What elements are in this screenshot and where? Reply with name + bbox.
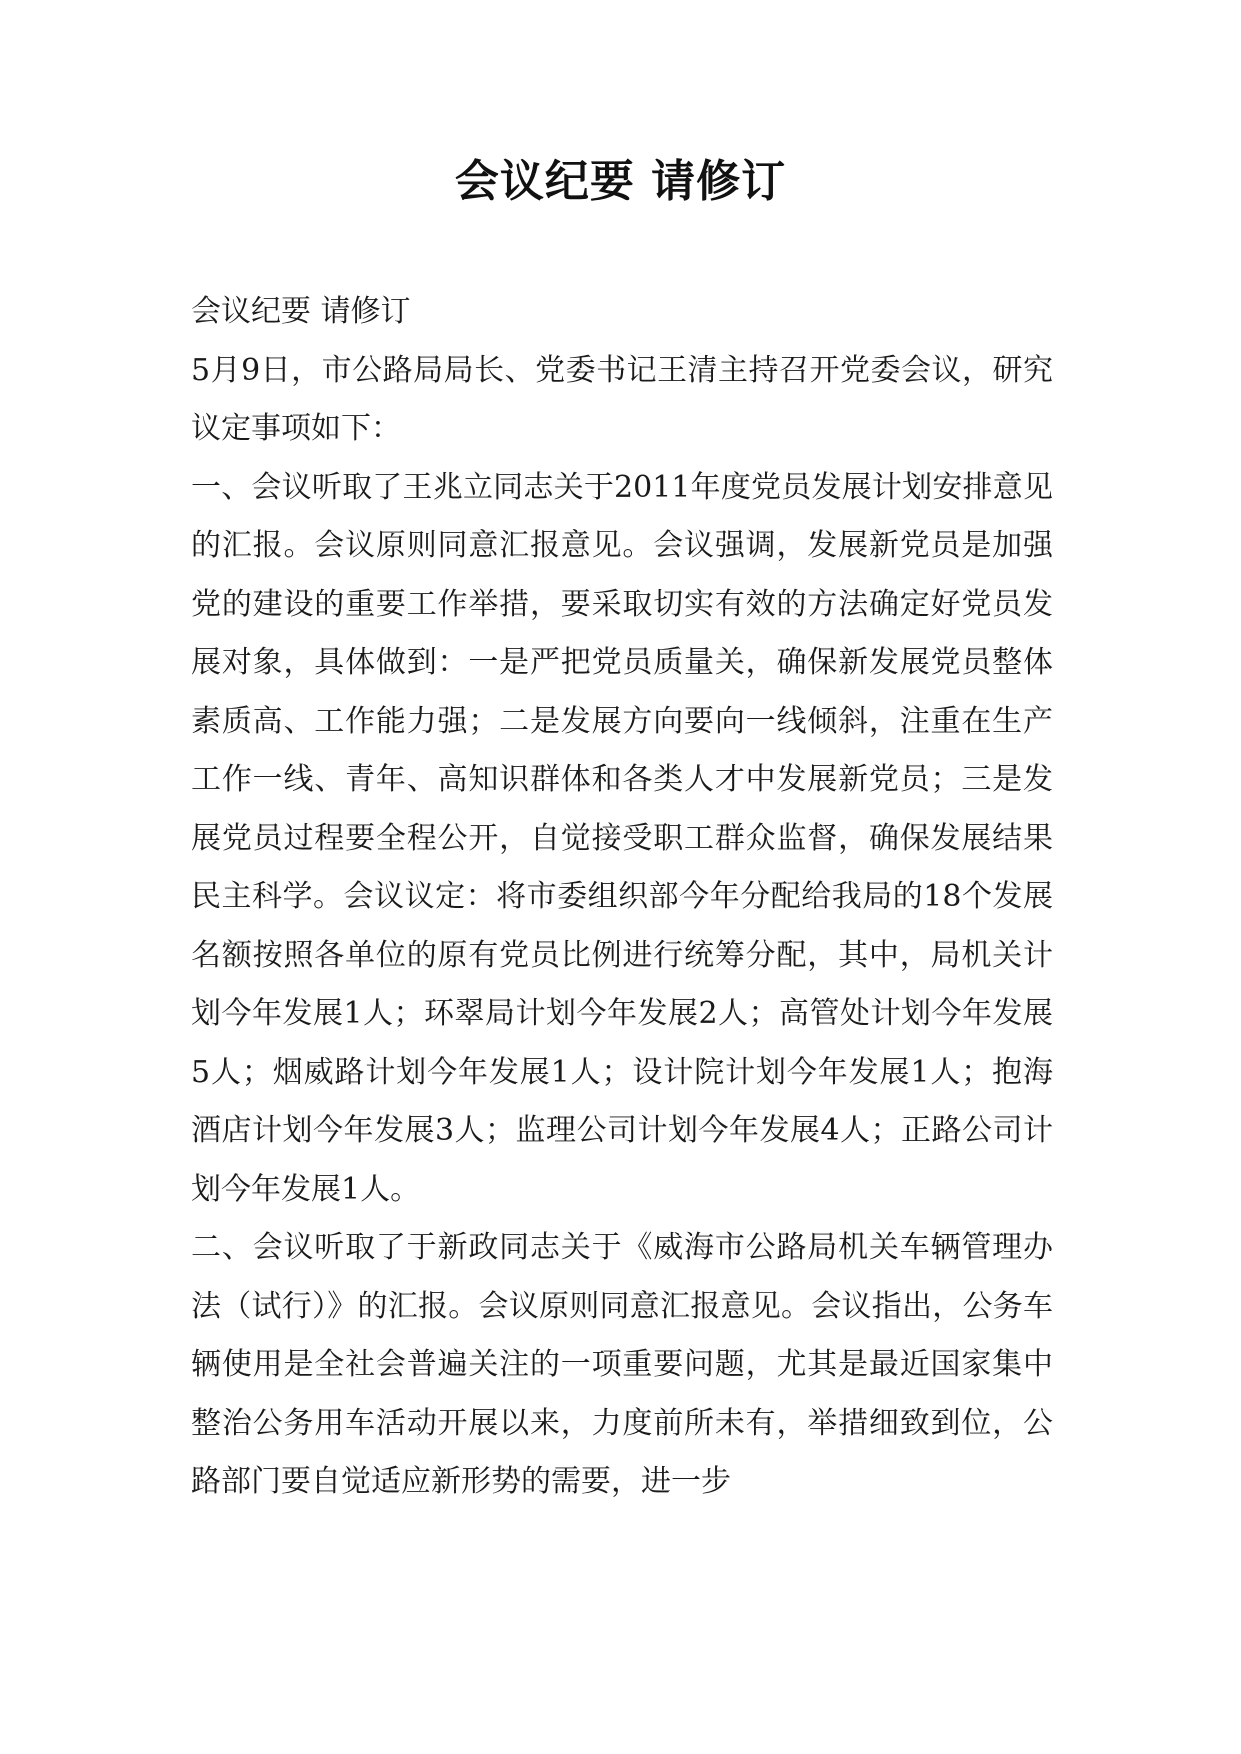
paragraph-intro: 5月9日，市公路局局长、党委书记王清主持召开党委会议，研究议定事项如下： [191, 352, 1053, 446]
document-title: 会议纪要 请修订 [454, 156, 787, 207]
document-body [191, 283, 1053, 1512]
paragraph-item-two: 二、会议听取了于新政同志关于《威海市公路局机关车辆管理办法（试行）》的汇报。会议原则同意汇报意见。会议指出，公务车辆使用是全社会普遍关注的一项重要问题，尤其是最近国家集中整治公务用车活动开展以来，力度前所未有，举措细致到位，公路部门要自觉适应新形势的需要，进一步 [191, 1230, 1053, 1499]
paragraph-subtitle: 会议纪要 请修订 [191, 294, 411, 329]
paragraph-item-one: 一、会议听取了王兆立同志关于2011年度党员发展计划安排意见的汇报。会议原则同意汇报意见。会议强调，发展新党员是加强党的建设的重要工作举措，要采取切实有效的方法确定好党员发展对象，具体做到：一是严把党员质量关，确保新发展党员整体素质高、工作能力强；二是发展方向要向一线倾斜，注重在生产工作一线、青年、高知识群体和各类人才中发展新党员；三是发展党员过程要全程公开，自觉接受职工群众监督，确保发展结果民主科学。会议议定：将市委组织部今年分配给我局的18个发展名额按照各单位的原有党员比例进行统筹分配，其中，局机关计划今年发展1人；环翠局计划今年发展2人；高管处计划今年发展5人；烟威路计划今年发展1人；设计院计划今年发展1人；抱海酒店计划今年发展3人；监理公司计划今年发展4人；正路公司计划今年发展1人。 [191, 469, 1053, 1207]
